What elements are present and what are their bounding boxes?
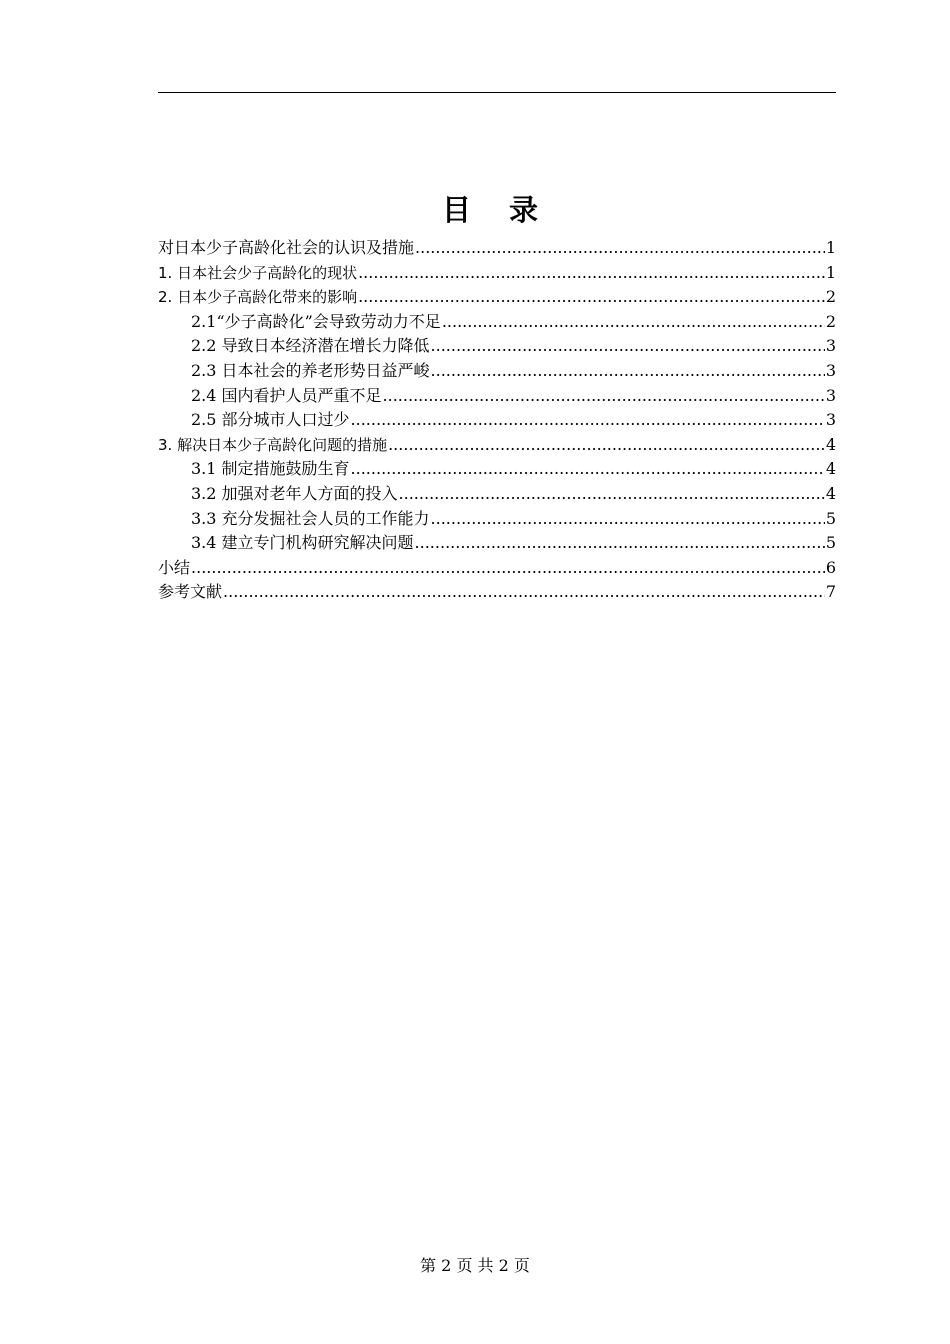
toc-leader-dots [399, 482, 825, 507]
toc-entry-label: 对日本少子高龄化社会的认识及措施 [158, 238, 415, 257]
toc-entry-page-number: 7 [825, 582, 836, 602]
toc-entry-label: 3.4 建立专门机构研究解决问题 [191, 533, 414, 553]
toc-leader-dots [431, 507, 825, 532]
toc-entry-page-number: 2 [825, 311, 836, 331]
toc-entry-page-number: 2 [825, 287, 836, 307]
toc-leader-dots [415, 236, 825, 261]
toc-leader-dots [358, 285, 825, 310]
toc-entry-page-number: 6 [825, 557, 836, 577]
toc-entry-label: 小结 [158, 557, 191, 577]
toc-entry-label: 1. 日本社会少子高龄化的现状 [158, 263, 358, 282]
toc-entry[interactable] [158, 236, 836, 261]
toc-entry[interactable] [158, 384, 836, 409]
toc-leader-dots [358, 261, 825, 286]
toc-leader-dots [191, 556, 825, 581]
toc-entry-page-number: 1 [825, 238, 836, 257]
toc-entry-label: 2.4 国内看护人员严重不足 [191, 385, 382, 405]
toc-entry-label: 2. 日本少子高龄化带来的影响 [158, 288, 358, 307]
toc-entry-page-number: 1 [825, 262, 836, 282]
toc-entry-page-number: 3 [825, 410, 836, 430]
toc-entry-label: 参考文献 [158, 582, 223, 602]
toc-entry-label: 3.3 充分发掘社会人员的工作能力 [191, 508, 430, 528]
toc-leader-dots [351, 408, 825, 433]
toc-entry[interactable] [158, 261, 836, 286]
toc-entry-label: 2.3 日本社会的养老形势日益严峻 [191, 360, 430, 380]
toc-entry-label: 2.5 部分城市人口过少 [191, 410, 350, 430]
toc-entry-label: 2.2 导致日本经济潜在增长力降低 [191, 336, 430, 356]
toc-entry[interactable] [158, 310, 836, 335]
toc-leader-dots [388, 433, 825, 458]
toc-entry[interactable] [158, 359, 836, 384]
toc-entry-label: 3. 解决日本少子高龄化问题的措施 [158, 435, 388, 454]
toc-entry-page-number: 4 [825, 483, 836, 503]
toc-list [158, 236, 836, 605]
page-footer: 第 2 页 共 2 页 [420, 1256, 530, 1275]
toc-entry-page-number: 3 [825, 360, 836, 380]
toc-title: 目 录 [441, 193, 553, 227]
toc-entry-page-number: 3 [825, 385, 836, 405]
toc-entry[interactable] [158, 408, 836, 433]
toc-entry-page-number: 4 [825, 434, 836, 454]
toc-entry-page-number: 5 [825, 508, 836, 528]
toc-leader-dots [415, 531, 825, 556]
header-rule [158, 92, 836, 93]
toc-entry[interactable] [158, 556, 836, 581]
toc-entry[interactable] [158, 531, 836, 556]
toc-entry-page-number: 5 [825, 533, 836, 553]
toc-leader-dots [351, 457, 825, 482]
toc-entry-page-number: 3 [825, 336, 836, 356]
toc-entry-label: 3.2 加强对老年人方面的投入 [191, 483, 398, 503]
toc-leader-dots [223, 580, 825, 605]
toc-entry-page-number: 4 [825, 459, 836, 479]
toc-entry[interactable] [158, 334, 836, 359]
toc-entry[interactable] [158, 507, 836, 532]
toc-entry[interactable] [158, 580, 836, 605]
toc-leader-dots [431, 359, 825, 384]
toc-entry-label: 3.1 制定措施鼓励生育 [191, 459, 350, 479]
toc-leader-dots [442, 310, 825, 335]
toc-entry[interactable] [158, 285, 836, 310]
toc-entry[interactable] [158, 433, 836, 458]
toc-entry[interactable] [158, 457, 836, 482]
toc-entry-label: 2.1“少子高龄化”会导致劳动力不足 [191, 311, 441, 331]
toc-entry[interactable] [158, 482, 836, 507]
toc-leader-dots [431, 334, 825, 359]
toc-leader-dots [383, 384, 825, 409]
